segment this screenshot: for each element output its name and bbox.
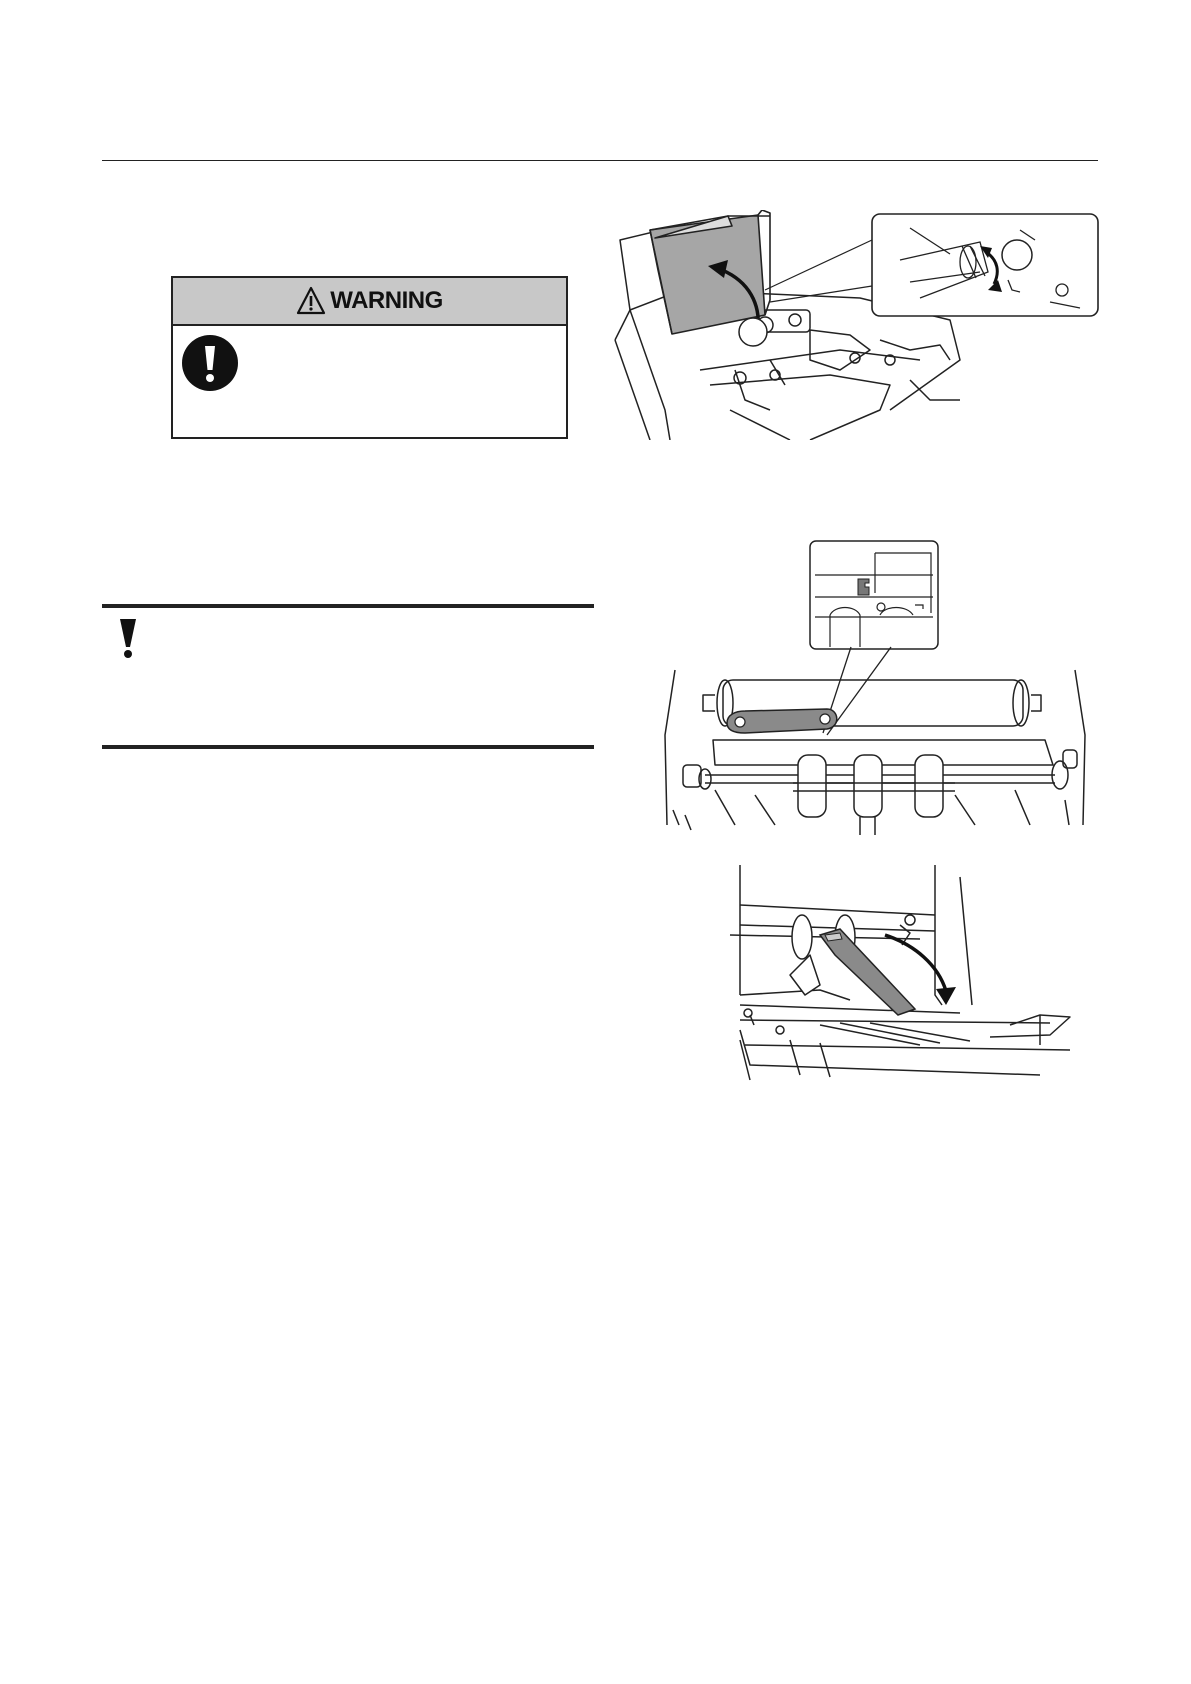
warning-header [173, 278, 566, 326]
down-arrow-icon [885, 935, 946, 991]
note-rule-top [102, 604, 594, 608]
caution-exclamation-icon [118, 617, 138, 659]
warning-box [171, 276, 568, 439]
note-rule-bottom [102, 745, 594, 749]
zoom-inset [872, 214, 1098, 316]
cover-panel [650, 215, 765, 334]
figure-cover-open [610, 210, 1100, 440]
warning-triangle-icon [296, 286, 326, 316]
header-rule [102, 160, 1098, 161]
callout-circle-2 [1002, 240, 1032, 270]
mandatory-action-icon [181, 334, 239, 392]
callout-circle-1 [739, 318, 767, 346]
detail-inset [810, 541, 938, 649]
figure-rollers-inset [655, 535, 1095, 835]
figure-lever-lower [710, 865, 1100, 1085]
warning-title: WARNING [330, 287, 443, 314]
